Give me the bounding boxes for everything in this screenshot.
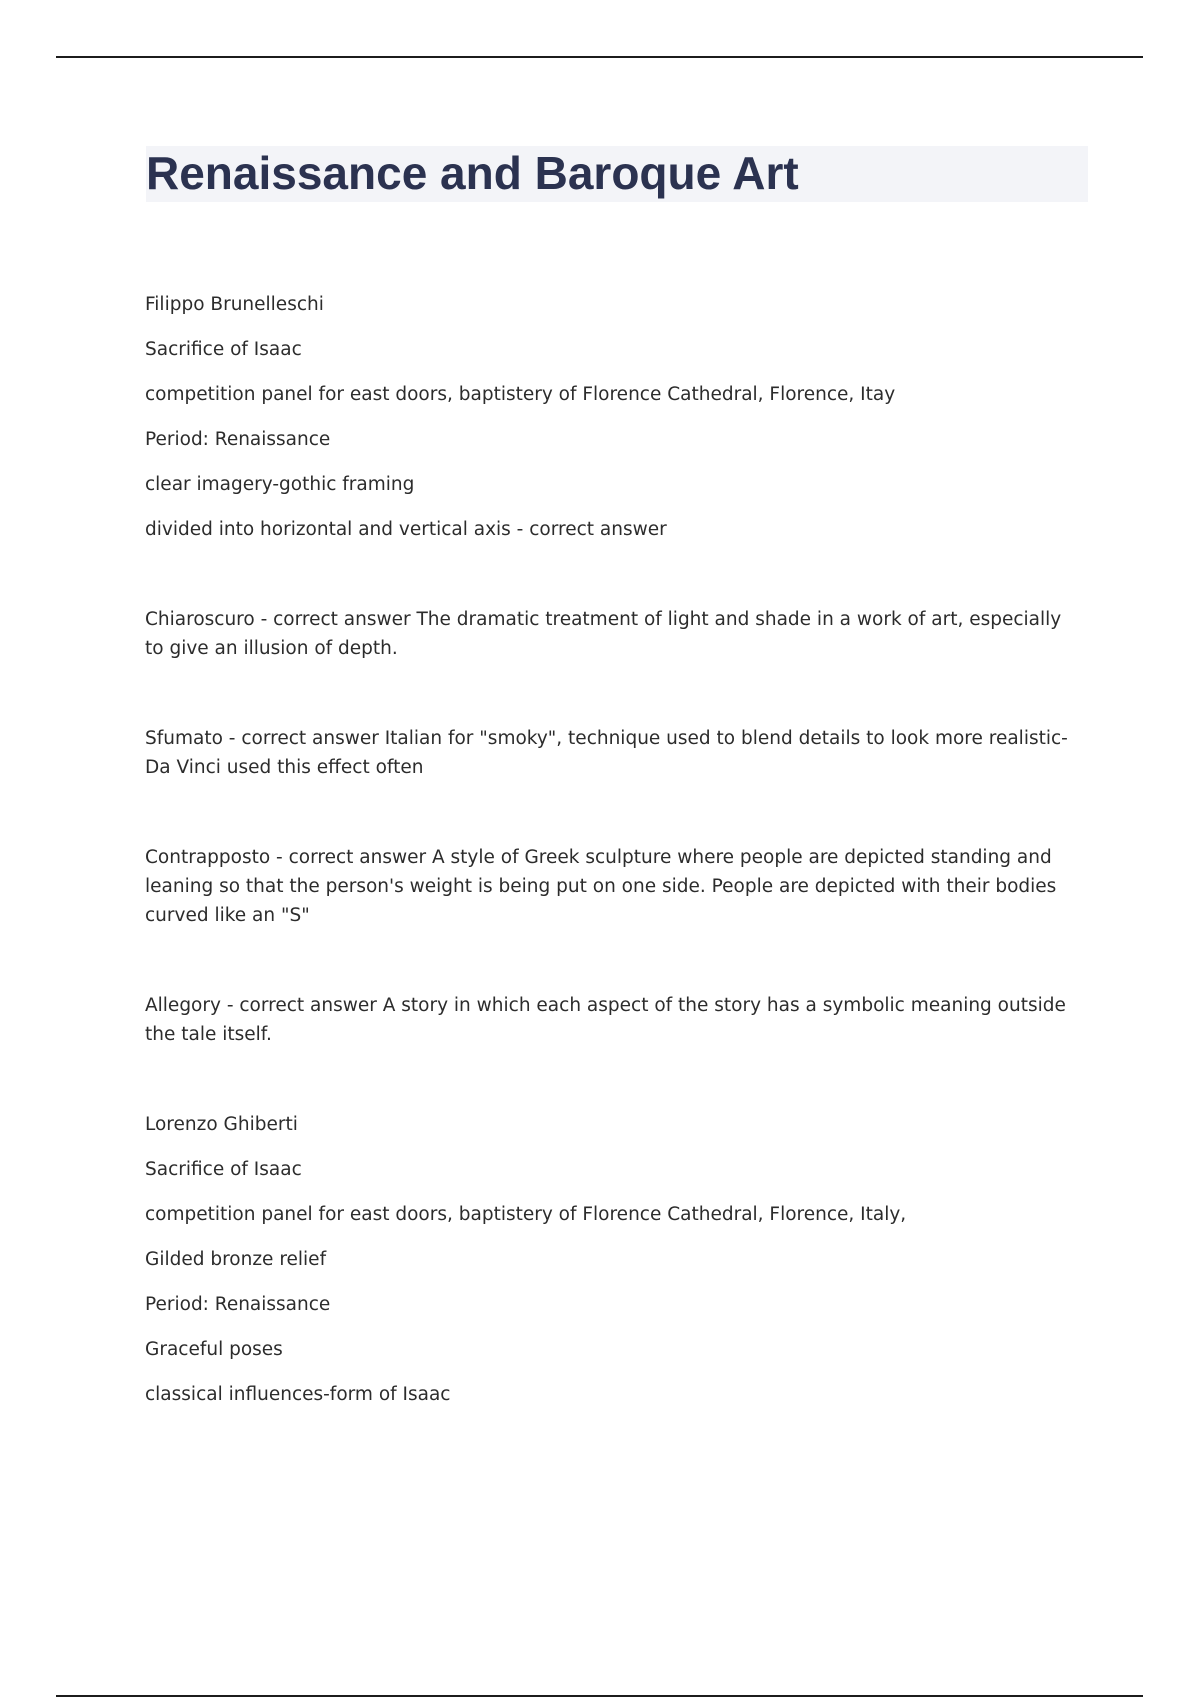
card-brunelleschi (145, 290, 1075, 544)
top-divider (56, 56, 1143, 58)
card-line: Lorenzo Ghiberti (145, 1114, 298, 1135)
card-line: competition panel for east doors, baptistery of Florence Cathedral, Florence, Itay (145, 384, 896, 405)
card-line: Gilded bronze relief (145, 1249, 327, 1270)
document-body (145, 290, 1075, 1409)
card-line: Filippo Brunelleschi (145, 294, 324, 315)
card-line: Graceful poses (145, 1339, 283, 1360)
card-line: Sacrifice of Isaac (145, 339, 302, 360)
card-line: clear imagery-gothic framing (145, 474, 415, 495)
card-line: competition panel for east doors, baptistery of Florence Cathedral, Florence, Italy, (145, 1204, 907, 1225)
bottom-divider (56, 1695, 1143, 1697)
card-chiaroscuro (145, 605, 1075, 663)
card-line: divided into horizontal and vertical axis - correct answer (145, 519, 667, 540)
card-text: Sfumato - correct answer Italian for "smoky", technique used to blend details to look more realistic-Da Vinci used this effect often (145, 728, 1068, 778)
card-line: Period: Renaissance (145, 429, 331, 450)
page-title: Renaissance and Baroque Art (146, 147, 799, 199)
card-line: Period: Renaissance (145, 1294, 331, 1315)
card-allegory (145, 991, 1075, 1049)
card-sfumato (145, 724, 1075, 782)
card-text: Allegory - correct answer A story in which each aspect of the story has a symbolic meaning outside the tale itself. (145, 995, 1066, 1045)
card-text: Contrapposto - correct answer A style of Greek sculpture where people are depicted standing and leaning so that the person's weight is being put on one side. People are depicted with their bodies curved like an "S" (145, 847, 1057, 926)
card-text: Chiaroscuro - correct answer The dramatic treatment of light and shade in a work of art, especially to give an illusion of depth. (145, 609, 1062, 659)
card-contrapposto (145, 843, 1075, 930)
card-line: classical influences-form of Isaac (145, 1384, 451, 1405)
card-line: Sacrifice of Isaac (145, 1159, 302, 1180)
card-ghiberti (145, 1110, 1075, 1409)
